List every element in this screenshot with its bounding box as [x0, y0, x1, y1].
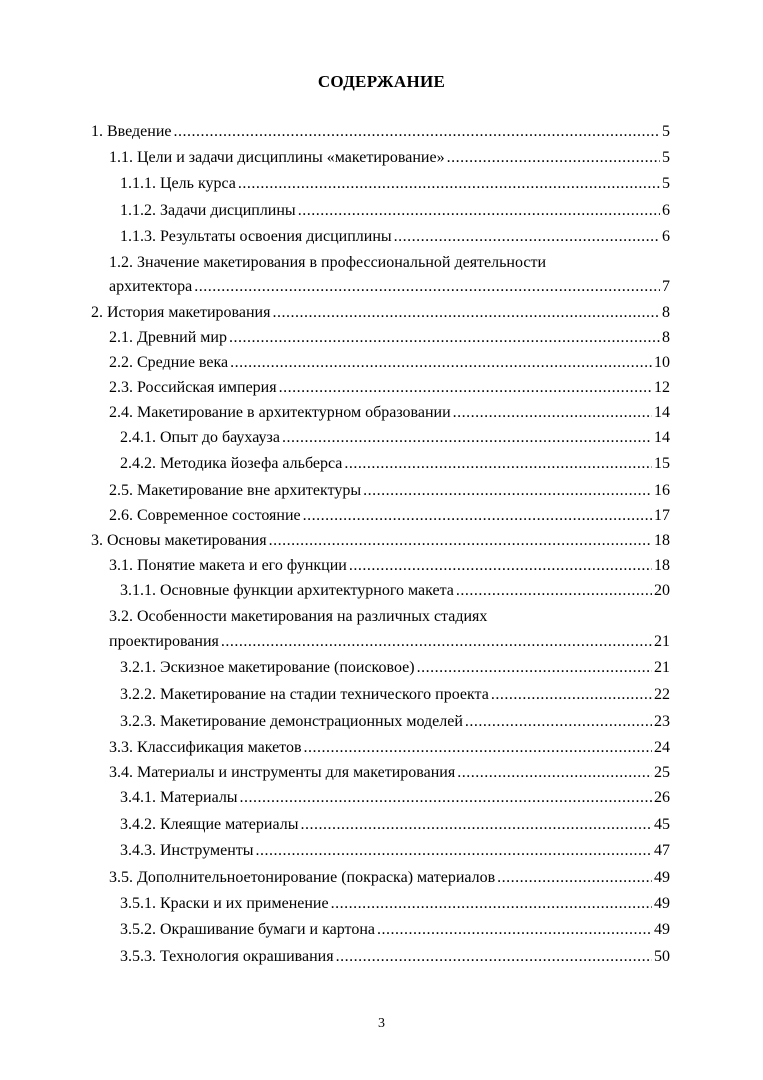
- toc-entry-title: 3.5. Дополнительноетонирование (покраска) материалов: [109, 869, 496, 886]
- leader-dots: [394, 225, 660, 249]
- toc-entry-page: 6: [662, 202, 670, 219]
- toc-entry-page: 21: [654, 633, 670, 650]
- toc-entry-page: 24: [654, 739, 670, 756]
- toc-entry[interactable]: [120, 579, 670, 603]
- toc-entry-page: 8: [662, 329, 670, 346]
- toc-entry[interactable]: [120, 945, 670, 969]
- toc-entry-title: 3.2.3. Макетирование демонстрационных моделей: [120, 713, 463, 730]
- toc-entry[interactable]: [109, 479, 670, 503]
- leader-dots: [465, 710, 652, 734]
- toc-entry[interactable]: [120, 813, 670, 837]
- toc-entry-title: 3.4.1. Материалы: [120, 789, 238, 806]
- leader-dots: [457, 761, 652, 785]
- toc-entry-title: 2.1. Древний мир: [109, 329, 227, 346]
- leader-dots: [240, 786, 652, 810]
- toc-entry-title: 1.1.3. Результаты освоения дисциплины: [120, 228, 392, 245]
- toc-entry-title: проектирования: [109, 633, 219, 650]
- leader-dots: [194, 275, 660, 299]
- toc-entry-page: 49: [654, 921, 670, 938]
- toc-entry-title: 3.4. Материалы и инструменты для макетирования: [109, 764, 456, 781]
- toc-entry-page: 22: [654, 686, 670, 703]
- toc-entry-page: 16: [654, 482, 670, 499]
- toc-entry[interactable]: [120, 452, 670, 476]
- leader-dots: [304, 736, 653, 760]
- toc-entry-page: 5: [662, 175, 670, 192]
- toc-entry-title: 1.1.1. Цель курса: [120, 175, 236, 192]
- toc-entry-page: 12: [654, 379, 670, 396]
- toc-entry[interactable]: [91, 529, 670, 553]
- leader-dots: [221, 630, 652, 654]
- leader-dots: [272, 301, 660, 325]
- toc-entry-title: 1. Введение: [91, 123, 172, 140]
- toc-entry-title: 1.1. Цели и задачи дисциплины «макетирование»: [109, 149, 445, 166]
- toc-entry-title: 2.4.2. Методика йозефа альберса: [120, 455, 343, 472]
- toc-entry-page: 26: [654, 789, 670, 806]
- toc-entry-page: 14: [654, 404, 670, 421]
- toc-entry[interactable]: [109, 275, 670, 299]
- toc-entry-title: 3. Основы макетирования: [91, 532, 267, 549]
- leader-dots: [363, 479, 652, 503]
- toc-entry-page: 49: [654, 895, 670, 912]
- toc-entry-page: 49: [654, 869, 670, 886]
- toc-entry-title: 3.2.2. Макетирование на стадии технического проекта: [120, 686, 489, 703]
- toc-entry-page: 45: [654, 816, 670, 833]
- toc-entry[interactable]: [109, 761, 670, 785]
- toc-entry-title: 2. История макетирования: [91, 304, 271, 321]
- toc-entry-title: 3.5.3. Технология окрашивания: [120, 948, 334, 965]
- toc-entry-page: 21: [654, 659, 670, 676]
- leader-dots: [298, 199, 660, 223]
- toc-entry[interactable]: [109, 401, 670, 425]
- leader-dots: [229, 326, 660, 350]
- toc-entry-title: 2.4. Макетирование в архитектурном образовании: [109, 404, 451, 421]
- toc-entry-page: 5: [662, 149, 670, 166]
- leader-dots: [336, 945, 652, 969]
- leader-dots: [256, 839, 652, 863]
- toc-entry-page: 23: [654, 713, 670, 730]
- toc-entry[interactable]: [120, 710, 670, 734]
- toc-entry-title: 3.3. Классификация макетов: [109, 739, 302, 756]
- leader-dots: [174, 120, 661, 144]
- toc-entry-title: 3.4.2. Клеящие материалы: [120, 816, 299, 833]
- toc-entry[interactable]: [120, 426, 670, 450]
- toc-entry-page: 50: [654, 948, 670, 965]
- toc-entry[interactable]: [109, 630, 670, 654]
- toc-entry-page: 14: [654, 429, 670, 446]
- toc-entry[interactable]: [120, 683, 670, 707]
- toc-entry-page: 10: [654, 354, 670, 371]
- leader-dots: [331, 892, 652, 916]
- toc-entry-title: 1.1.2. Задачи дисциплины: [120, 202, 296, 219]
- toc-entry-title: 3.1.1. Основные функции архитектурного макета: [120, 582, 454, 599]
- leader-dots: [344, 452, 652, 476]
- toc-entry-title-line1[interactable]: 1.2. Значение макетирования в профессиональной деятельности: [109, 254, 547, 271]
- toc-entry-page: 20: [654, 582, 670, 599]
- leader-dots: [456, 579, 652, 603]
- toc-entry[interactable]: [120, 786, 670, 810]
- leader-dots: [230, 351, 652, 375]
- toc-entry-title: 3.5.1. Краски и их применение: [120, 895, 329, 912]
- toc-entry[interactable]: [91, 120, 670, 144]
- leader-dots: [269, 529, 652, 553]
- toc-entry-title: 3.5.2. Окрашивание бумаги и картона: [120, 921, 375, 938]
- toc-entry-title: 2.5. Макетирование вне архитектуры: [109, 482, 362, 499]
- toc-entry-title-line1[interactable]: 3.2. Особенности макетирования на различных стадиях: [109, 608, 488, 625]
- toc-entry[interactable]: [109, 504, 670, 528]
- toc-entry[interactable]: [120, 225, 670, 249]
- toc-entry-page: 5: [662, 123, 670, 140]
- toc-entry[interactable]: [120, 656, 670, 680]
- toc-entry-page: 8: [662, 304, 670, 321]
- page-title: СОДЕРЖАНИЕ: [317, 72, 446, 91]
- toc-entry[interactable]: [120, 199, 670, 223]
- toc-entry-page: 18: [654, 557, 670, 574]
- leader-dots: [279, 376, 652, 400]
- leader-dots: [349, 554, 652, 578]
- toc-entry-page: 47: [654, 842, 670, 859]
- toc-entry[interactable]: [120, 892, 670, 916]
- toc-entry-title: 2.4.1. Опыт до баухауза: [120, 429, 280, 446]
- toc-entry-title: 2.2. Средние века: [109, 354, 229, 371]
- toc-entry[interactable]: [109, 376, 670, 400]
- toc-entry-title: 2.3. Российская империя: [109, 379, 277, 396]
- toc-entry[interactable]: [109, 326, 670, 350]
- toc-entry[interactable]: [109, 736, 670, 760]
- toc-entry[interactable]: [109, 554, 670, 578]
- toc-entry-page: 15: [654, 455, 670, 472]
- toc-entry-page: 18: [654, 532, 670, 549]
- toc-entry-page: 7: [662, 278, 670, 295]
- toc-entry[interactable]: [109, 146, 670, 170]
- toc-entry-page: 17: [654, 507, 670, 524]
- leader-dots: [282, 426, 652, 450]
- toc-entry[interactable]: [120, 172, 670, 196]
- leader-dots: [497, 866, 652, 890]
- toc-entry-page: 25: [654, 764, 670, 781]
- toc-entry[interactable]: [109, 866, 670, 890]
- leader-dots: [453, 401, 652, 425]
- leader-dots: [491, 683, 652, 707]
- leader-dots: [417, 656, 652, 680]
- toc-entry-page: 6: [662, 228, 670, 245]
- toc-entry[interactable]: [109, 351, 670, 375]
- leader-dots: [377, 918, 652, 942]
- toc-entry-title: архитектора: [109, 278, 193, 295]
- toc-entry-title: 2.6. Современное состояние: [109, 507, 301, 524]
- leader-dots: [238, 172, 660, 196]
- leader-dots: [300, 813, 652, 837]
- toc-entry[interactable]: [120, 839, 670, 863]
- toc-entry-title: 3.4.3. Инструменты: [120, 842, 254, 859]
- page-number: 3: [378, 1016, 385, 1031]
- leader-dots: [447, 146, 660, 170]
- toc-entry[interactable]: [120, 918, 670, 942]
- toc-entry[interactable]: [91, 301, 670, 325]
- toc-entry-title: 3.1. Понятие макета и его функции: [109, 557, 347, 574]
- toc-entry-title: 3.2.1. Эскизное макетирование (поисковое): [120, 659, 415, 676]
- leader-dots: [303, 504, 652, 528]
